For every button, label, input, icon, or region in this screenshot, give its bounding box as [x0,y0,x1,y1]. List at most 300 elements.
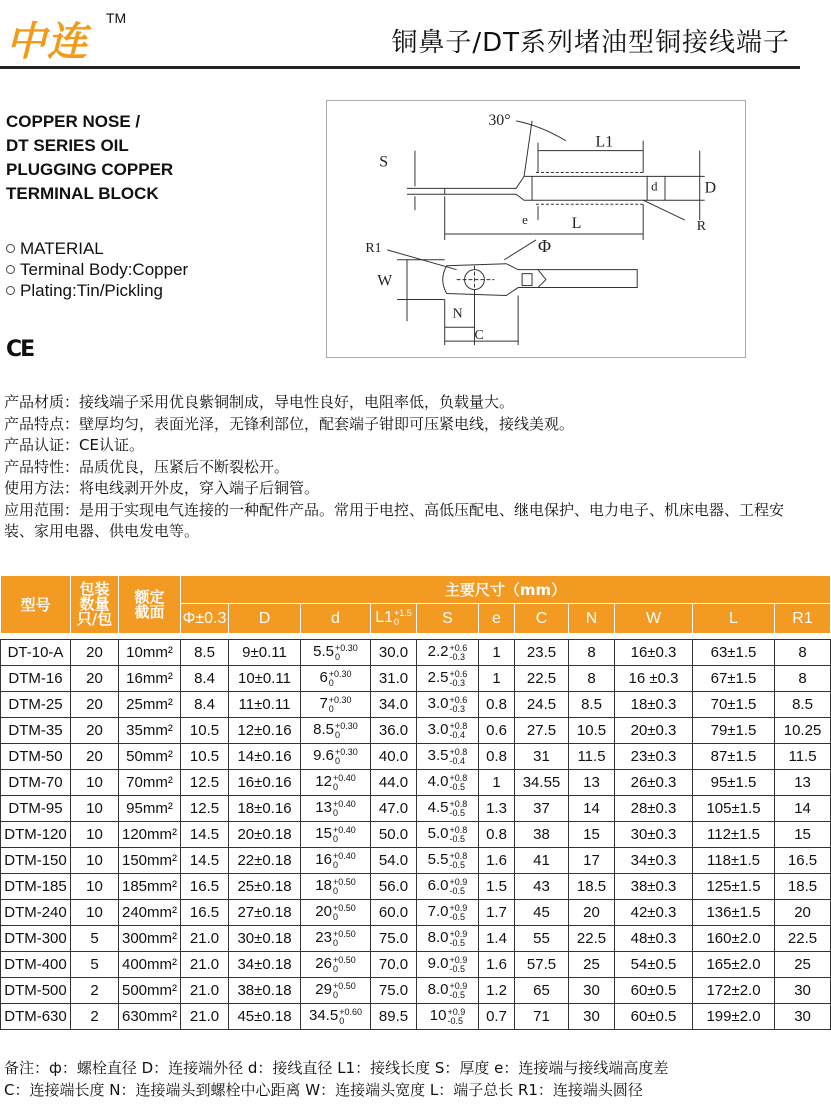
cell-l1: 70.0 [371,952,417,978]
cell-r1: 20 [775,900,831,926]
label-l1: L1 [595,133,614,151]
tolerance-upper: +0.8 [449,720,468,731]
cell-d: 20±0.18 [229,822,301,848]
cell-phi: 21.0 [181,952,229,978]
cell-c: 34.55 [515,770,569,796]
header-d-outer: D [229,604,301,634]
cell-e: 1.6 [479,952,515,978]
tolerance-lower: -0.3 [449,703,466,714]
tolerance-upper: +0.50 [332,980,356,991]
cell-d [301,1004,371,1030]
cell-l: 136±1.5 [693,900,775,926]
tolerance-lower: -0.5 [449,859,466,870]
cell-area: 50mm² [119,744,181,770]
cell-d: 38±0.18 [229,978,301,1004]
cell-r1: 8.5 [775,692,831,718]
spec-item [6,238,188,259]
cell-phi: 14.5 [181,848,229,874]
cell-s [417,848,479,874]
cell-s [417,874,479,900]
cell-value: 8.0 [427,981,449,999]
cell-n: 14 [569,796,615,822]
tolerance [450,696,468,714]
cell-r1: 13 [775,770,831,796]
tolerance-lower: 0 [332,859,338,870]
desc-features: 产品特点：壁厚均匀，表面光泽，无锋利部位，配套端子钳即可压紧电线，接线美观。 [4,414,575,433]
cell-area: 120mm² [119,822,181,848]
tolerance [450,748,468,766]
cell-area: 10mm² [119,640,181,666]
brand-logo [6,6,136,65]
cell-l: 112±1.5 [693,822,775,848]
tolerance-upper: +0.30 [328,694,352,705]
table-row [1,718,831,744]
cell-model: DTM-300 [1,926,71,952]
tolerance-lower: -0.5 [449,911,466,922]
tolerance-upper: +0.40 [332,850,356,861]
tolerance [450,774,468,792]
table-row [1,796,831,822]
cell-value: 13 [315,799,332,817]
tolerance-lower: -0.5 [449,885,466,896]
tolerance-upper: +0.40 [332,772,356,783]
tolerance [335,644,358,662]
cell-d: 22±0.18 [229,848,301,874]
cell-d: 14±0.16 [229,744,301,770]
desc-material: 产品材质：接线端子采用优良紫铜制成，导电性良好，电阻率低，负载量大。 [4,393,515,411]
cell-d: 25±0.18 [229,874,301,900]
tolerance-lower: -0.4 [449,755,466,766]
table-row [1,640,831,666]
cell-w: 30±0.3 [615,822,693,848]
english-title [6,110,306,206]
spec-item [6,259,188,280]
cell-c: 55 [515,926,569,952]
tolerance [339,1008,362,1026]
cell-value: 29 [315,981,332,999]
cell-e: 0.7 [479,1004,515,1030]
header-section [119,576,181,634]
cell-l: 199±2.0 [693,1004,775,1030]
cell-area: 500mm² [119,978,181,1004]
cell-qty: 2 [71,978,119,1004]
tolerance [333,774,356,792]
cell-l1: 75.0 [371,926,417,952]
table-row [1,822,831,848]
cell-value: 26 [315,955,332,973]
cell-d: 11±0.11 [229,692,301,718]
cell-d [301,640,371,666]
tolerance-lower: 0 [335,651,341,662]
cell-value: 9.6 [313,747,335,765]
tolerance [333,930,356,948]
cell-e: 1.3 [479,796,515,822]
cell-l: 87±1.5 [693,744,775,770]
cell-l: 160±2.0 [693,926,775,952]
english-title-line: COPPER NOSE / [6,112,141,131]
cell-c: 57.5 [515,952,569,978]
tolerance-lower: 0 [332,989,338,1000]
tolerance [447,1008,465,1026]
cell-value: 8.0 [427,929,449,947]
tolerance-upper: +0.8 [449,798,468,809]
cell-l1: 40.0 [371,744,417,770]
terminal-diagram [326,100,746,358]
cell-d [301,848,371,874]
cell-value: 10 [429,1007,447,1025]
tolerance [450,982,468,1000]
cell-s [417,1004,479,1030]
cell-w: 38±0.3 [615,874,693,900]
cell-c: 22.5 [515,666,569,692]
cell-s [417,744,479,770]
cell-r1: 30 [775,978,831,1004]
tolerance [333,878,356,896]
cell-c: 43 [515,874,569,900]
header-pack-qty [71,576,119,634]
cell-l: 172±2.0 [693,978,775,1004]
cell-n: 25 [569,952,615,978]
tolerance [333,826,356,844]
cell-r1: 11.5 [775,744,831,770]
tolerance-upper: +0.40 [332,824,356,835]
cell-qty: 10 [71,900,119,926]
table-row [1,666,831,692]
cell-c: 31 [515,744,569,770]
angle-line [524,121,532,177]
cell-phi: 21.0 [181,1004,229,1030]
cell-l1: 89.5 [371,1004,417,1030]
tolerance-lower: 0 [339,1015,345,1026]
cell-area: 70mm² [119,770,181,796]
cell-qty: 20 [71,692,119,718]
tolerance [450,722,468,740]
cell-s [417,640,479,666]
cell-s [417,952,479,978]
cell-area: 95mm² [119,796,181,822]
cell-value: 2.5 [427,669,449,687]
cell-phi: 12.5 [181,770,229,796]
table-row [1,874,831,900]
header-pack-line: 只/包 [76,610,113,628]
bullet-icon [6,265,15,274]
bullet-icon [6,244,15,253]
tolerance-upper: +0.50 [332,928,356,939]
label-d-large: D [704,179,717,197]
cell-d [301,874,371,900]
cell-w: 16 ±0.3 [615,666,693,692]
tolerance-lower: -0.4 [449,729,466,740]
cell-e: 1 [479,666,515,692]
tolerance-upper: +0.8 [449,772,468,783]
cell-model: DTM-150 [1,848,71,874]
header-n: N [569,604,615,634]
tolerance-lower: 0 [328,677,334,688]
cell-c: 38 [515,822,569,848]
cell-n: 22.5 [569,926,615,952]
header-model: 型号 [1,576,71,634]
tolerance [329,696,352,714]
cell-d: 18±0.16 [229,796,301,822]
cell-value: 12 [315,773,332,791]
tolerance-upper: +0.6 [449,642,468,653]
desc-certification: 产品认证：CE认证。 [4,436,144,454]
cell-w: 26±0.3 [615,770,693,796]
tolerance-upper: +0.60 [339,1006,362,1017]
table-row [1,692,831,718]
cell-l1: 47.0 [371,796,417,822]
cell-phi: 10.5 [181,718,229,744]
cell-d [301,900,371,926]
tolerance-lower: 0 [335,755,341,766]
tolerance-upper: +0.30 [335,720,358,731]
cell-s [417,822,479,848]
cell-r1: 10.25 [775,718,831,744]
cell-qty: 2 [71,1004,119,1030]
tolerance [333,904,356,922]
cell-phi: 10.5 [181,744,229,770]
cell-l: 105±1.5 [693,796,775,822]
cell-phi: 8.4 [181,666,229,692]
header-e: e [479,604,515,634]
cell-l: 67±1.5 [693,666,775,692]
header-l1-sup: +1.5 [394,608,412,619]
tolerance-upper: +0.9 [449,902,468,913]
cell-n: 30 [569,978,615,1004]
cell-phi: 8.5 [181,640,229,666]
cell-r1: 16.5 [775,848,831,874]
cell-model: DTM-95 [1,796,71,822]
cell-n: 30 [569,1004,615,1030]
tolerance [333,956,356,974]
header-l1-text: L1 [375,609,393,627]
cell-d: 10±0.11 [229,666,301,692]
spec-table [0,575,831,1030]
tolerance-lower: -0.5 [447,1015,463,1026]
tolerance-lower: -0.5 [449,781,466,792]
cell-value: 9.0 [427,955,449,973]
cell-d [301,770,371,796]
spec-item [6,280,188,301]
cell-w: 48±0.3 [615,926,693,952]
table-row [1,926,831,952]
cell-n: 18.5 [569,874,615,900]
cell-value: 7 [319,695,328,713]
cell-l: 118±1.5 [693,848,775,874]
cell-r1: 8 [775,666,831,692]
cell-w: 16±0.3 [615,640,693,666]
cell-n: 11.5 [569,744,615,770]
cell-s [417,718,479,744]
cell-r1: 25 [775,952,831,978]
cell-area: 240mm² [119,900,181,926]
cell-n: 15 [569,822,615,848]
cell-c: 45 [515,900,569,926]
tolerance-lower: -0.5 [449,989,466,1000]
cell-d [301,822,371,848]
cell-model: DTM-400 [1,952,71,978]
header-section-line: 额定 [134,587,165,606]
cell-d [301,926,371,952]
cell-w: 60±0.5 [615,978,693,1004]
cell-qty: 10 [71,822,119,848]
tolerance-lower: -0.3 [449,651,466,662]
tolerance [450,800,468,818]
cell-value: 5.0 [427,825,449,843]
bullet-icon [6,286,15,295]
tolerance-upper: +0.6 [449,694,468,705]
tolerance-upper: +0.30 [335,642,358,653]
cell-qty: 10 [71,874,119,900]
cell-phi: 16.5 [181,874,229,900]
desc-quality: 产品特性：品质优良，压紧后不断裂松开。 [4,457,290,476]
label-n: N [452,306,463,322]
tolerance-upper: +0.9 [449,954,468,965]
cell-qty: 20 [71,666,119,692]
cell-phi: 21.0 [181,926,229,952]
cell-value: 4.0 [427,773,449,791]
tolerance [450,852,468,870]
material-specs [6,238,188,301]
cell-model: DTM-50 [1,744,71,770]
tolerance-lower: 0 [335,729,341,740]
cell-c: 65 [515,978,569,1004]
diagram-svg [327,101,745,357]
cell-e: 1.5 [479,874,515,900]
cell-qty: 5 [71,952,119,978]
cell-w: 28±0.3 [615,796,693,822]
cell-d: 45±0.18 [229,1004,301,1030]
cell-value: 16 [315,851,332,869]
cell-s [417,692,479,718]
cell-c: 37 [515,796,569,822]
cell-qty: 20 [71,744,119,770]
label-phi: Φ [537,235,552,256]
english-title-line: PLUGGING COPPER [6,160,174,179]
cell-phi: 8.4 [181,692,229,718]
spec-text: MATERIAL [20,239,104,258]
cell-l: 70±1.5 [693,692,775,718]
cell-s [417,796,479,822]
label-r1: R1 [365,240,382,256]
header-pack-line: 包装 [79,580,110,598]
table-row [1,952,831,978]
cell-n: 13 [569,770,615,796]
cell-e: 1.2 [479,978,515,1004]
tolerance [329,670,352,688]
cell-r1: 15 [775,822,831,848]
cell-value: 5.5 [313,643,335,661]
cell-r1: 14 [775,796,831,822]
cell-area: 35mm² [119,718,181,744]
cell-l1: 30.0 [371,640,417,666]
cell-value: 3.0 [427,721,449,739]
cell-value: 15 [315,825,332,843]
tolerance-upper: +0.50 [332,902,356,913]
trademark-mark: TM [106,10,127,26]
desc-application: 应用范围：是用于实现电气连接的一种配件产品。常用于电控、高低压配电、继电保护、电力电子、机床电器、工程安装、家用电器、供电发电等。 [4,500,785,540]
cell-d: 34±0.18 [229,952,301,978]
cell-l1: 54.0 [371,848,417,874]
tolerance-upper: +0.8 [449,746,468,757]
cell-w: 23±0.3 [615,744,693,770]
label-r: R [696,218,707,234]
cell-d [301,666,371,692]
page-title: 铜鼻子/DT系列堵油型铜接线端子 [391,28,790,58]
cell-e: 0.8 [479,744,515,770]
tolerance [335,748,358,766]
cell-l: 79±1.5 [693,718,775,744]
cell-value: 23 [315,929,332,947]
table-row [1,1004,831,1030]
cell-d: 27±0.18 [229,900,301,926]
tolerance-lower: 0 [332,781,338,792]
cell-model: DTM-185 [1,874,71,900]
cell-phi: 21.0 [181,978,229,1004]
cell-l1: 36.0 [371,718,417,744]
cell-n: 17 [569,848,615,874]
cell-d [301,744,371,770]
cell-l: 63±1.5 [693,640,775,666]
header-c: C [515,604,569,634]
cell-s [417,900,479,926]
cell-d [301,692,371,718]
tolerance-upper: +0.9 [447,1006,466,1017]
table-row [1,978,831,1004]
cell-model: DTM-240 [1,900,71,926]
table-row [1,848,831,874]
label-c: C [474,328,484,344]
cell-phi: 16.5 [181,900,229,926]
cell-l1: 75.0 [371,978,417,1004]
cell-value: 5.5 [427,851,449,869]
cell-area: 630mm² [119,1004,181,1030]
tolerance-lower: 0 [332,833,338,844]
label-l: L [571,215,582,233]
tolerance-lower: -0.3 [449,677,466,688]
header-s: S [417,604,479,634]
tolerance-lower: 0 [332,963,338,974]
tolerance [450,904,468,922]
cell-w: 34±0.3 [615,848,693,874]
cell-c: 27.5 [515,718,569,744]
tolerance-lower: 0 [332,885,338,896]
logo-text: 中连 [6,19,88,65]
table-body [1,634,831,1030]
header-phi: Φ±0.3 [181,604,229,634]
legend-line: C：连接端长度 N：连接端头到螺栓中心距离 W：连接端头宽度 L：端子总长 R1：连接端头圆径 [4,1081,643,1099]
cell-model: DTM-500 [1,978,71,1004]
header-d-inner: d [301,604,371,634]
cell-c: 41 [515,848,569,874]
cell-n: 10.5 [569,718,615,744]
cell-area: 150mm² [119,848,181,874]
cell-value: 3.5 [427,747,449,765]
header-l1 [371,604,417,634]
cell-d: 16±0.16 [229,770,301,796]
cell-qty: 10 [71,796,119,822]
header-l: L [693,604,775,634]
cell-r1: 30 [775,1004,831,1030]
label-angle: 30° [488,111,511,129]
cell-c: 24.5 [515,692,569,718]
header-section-line: 截面 [134,602,165,621]
cell-d [301,952,371,978]
cell-d: 9±0.11 [229,640,301,666]
cell-model: DT-10-A [1,640,71,666]
cell-s [417,666,479,692]
tolerance [450,930,468,948]
